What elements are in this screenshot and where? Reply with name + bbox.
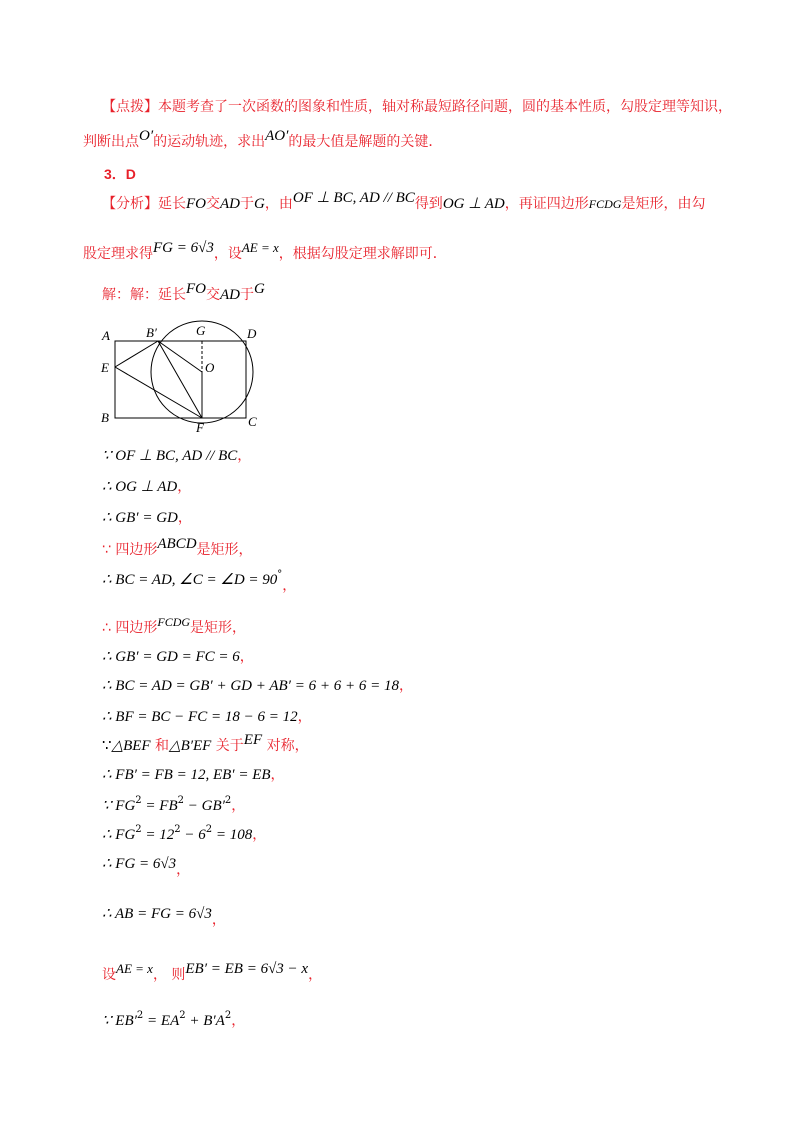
solution-text: 交 [206,287,220,303]
math: AE = x [116,961,153,976]
exp: 2 [174,824,181,835]
math: ∴ FG = 6√3 [102,856,177,872]
math: AD [220,196,240,212]
analysis-text: ，再证四边形 [504,196,589,212]
math: = FB [141,798,178,814]
punct: ， [211,912,226,928]
label-b: B [101,410,109,425]
tip-text-2c: 的最大值是解题的关键． [288,134,443,150]
solution-text: 解：解：延长 [102,287,186,303]
step-16 [102,960,323,983]
text: 和 [155,738,170,754]
analysis-text: ，由 [264,196,293,212]
punct: ， [297,709,312,725]
text: ， 则 [152,967,186,983]
math-o-prime: O′ [139,128,154,144]
label-d: D [247,326,257,341]
math: OG ⊥ AD [442,196,505,212]
step-4 [102,536,253,559]
punct: ， [177,510,192,526]
punct: ， [237,448,252,464]
math: ∴ GB′ = GD [102,510,178,526]
math: ∴ FB′ = FB = 12, EB′ = EB [102,767,271,783]
step-10 [102,732,309,755]
exp: 2 [224,795,232,806]
math: = 108 [212,827,253,843]
math: △BEF [111,738,151,754]
punct: ， [308,967,323,983]
tip-text-2a: 判断出点 [83,134,139,150]
math: − 6 [180,827,206,843]
step-2 [102,478,191,496]
math: ∴ BF = BC − FC = 18 − 6 = 12 [102,709,298,725]
exp: 2 [205,824,213,835]
math: = 12 [141,827,175,843]
step-11 [102,766,285,784]
math: ∵ FG [102,798,136,814]
analysis-text: 交 [206,196,220,212]
math: FCDG [157,615,191,629]
step-6 [102,615,247,637]
math: △B′EF [169,738,212,754]
math: ∴ BC = AD = GB′ + GD + AB′ = 6 + 6 + 6 = 18 [102,678,399,694]
math: AD [220,287,240,303]
punct: ， [282,578,297,594]
step-8 [102,677,413,695]
math: − GB′ [184,798,225,814]
step-14 [102,855,191,878]
segment-b1o [158,341,202,372]
label-a: A [102,328,110,343]
text: ∴ 四边形 [102,620,158,636]
math: EB′ = EB = 6√3 − x [185,961,309,977]
analysis-text: 于 [240,196,254,212]
math: + B′A [185,1013,225,1029]
math: FO [186,196,206,212]
analysis-text: 股定理求得 [83,246,153,262]
punct: ， [177,479,192,495]
analysis-text: ，根据勾股定理求解即可． [278,246,447,262]
exp: 2 [177,795,184,806]
math-ao-prime: AO′ [265,128,289,144]
solution-line [102,281,265,304]
math: ∴ GB′ = GD = FC = 6 [102,649,240,665]
step-1 [102,447,251,465]
math: OF ⊥ BC, AD // BC [292,190,415,206]
analysis-text: 延长 [158,196,186,212]
tip-line-2 [83,128,443,151]
step-12 [102,797,245,817]
label-g: G [196,323,206,338]
label-c: C [248,414,257,429]
text: ∵ 四边形 [102,542,158,558]
math: EF [243,732,263,748]
degree: ° [277,569,283,580]
punct: ， [239,649,254,665]
math: ∵ OF ⊥ BC, AD // BC [102,448,238,464]
math: = EA [143,1013,180,1029]
step-15 [102,905,226,928]
solution-text: 于 [240,287,254,303]
math: G [254,281,265,297]
tip-line-1 [102,98,732,116]
analysis-line-2 [83,240,447,263]
tip-text-1: 本题考查了一次函数的图象和性质，轴对称最短路径问题，圆的基本性质，勾股定理等知识， [158,99,732,115]
step-3 [102,509,192,527]
math: ∴ OG ⊥ AD [102,479,178,495]
analysis-text: 是矩形，由勾 [621,196,706,212]
math: ∵ EB′ [102,1013,137,1029]
math: AE = x [241,240,279,255]
label-f: F [196,420,204,434]
step-17 [102,1012,245,1032]
math: ∴ AB = FG = 6√3 [102,906,212,922]
punct: ， [398,678,413,694]
text: 设 [102,967,116,983]
text: 是矩形， [196,542,253,558]
text: 是矩形， [190,620,247,636]
segment-ef [115,367,202,418]
tip-label: 【点拨】 [102,99,158,115]
step-9 [102,708,312,726]
punct: ， [176,862,191,878]
math: ∵ [102,738,112,754]
geometry-figure [96,316,266,434]
exp: 2 [135,795,142,806]
label-e: E [101,360,109,375]
step-13 [102,826,266,846]
label-b-prime: B′ [146,325,157,340]
punct: ， [252,827,267,843]
step-7 [102,648,254,666]
exp: 2 [135,824,142,835]
step-5 [102,569,297,594]
text: 对称， [266,738,309,754]
exp: 2 [136,1010,144,1021]
math: FCDG [588,197,622,211]
math: ABCD [157,536,197,552]
analysis-text: 得到 [414,196,443,212]
text: 关于 [215,738,244,754]
analysis-text: ，设 [213,246,242,262]
math: ∴ BC = AD, ∠C = ∠D = 90 [102,572,278,588]
math: FG = 6√3 [153,240,214,256]
tip-text-2b: 的运动轨迹，求出 [153,134,266,150]
punct: ， [231,1013,246,1029]
math: ∴ FG [102,827,136,843]
label-o: O [205,360,215,375]
punct: ， [270,767,285,783]
analysis-label: 【分析】 [102,196,158,212]
exp: 2 [224,1010,232,1021]
analysis-line-1 [102,190,706,213]
math: FO [186,281,206,297]
answer: 3．D [104,166,136,182]
exp: 2 [179,1010,186,1021]
math: G [254,196,265,212]
punct: ， [231,798,246,814]
